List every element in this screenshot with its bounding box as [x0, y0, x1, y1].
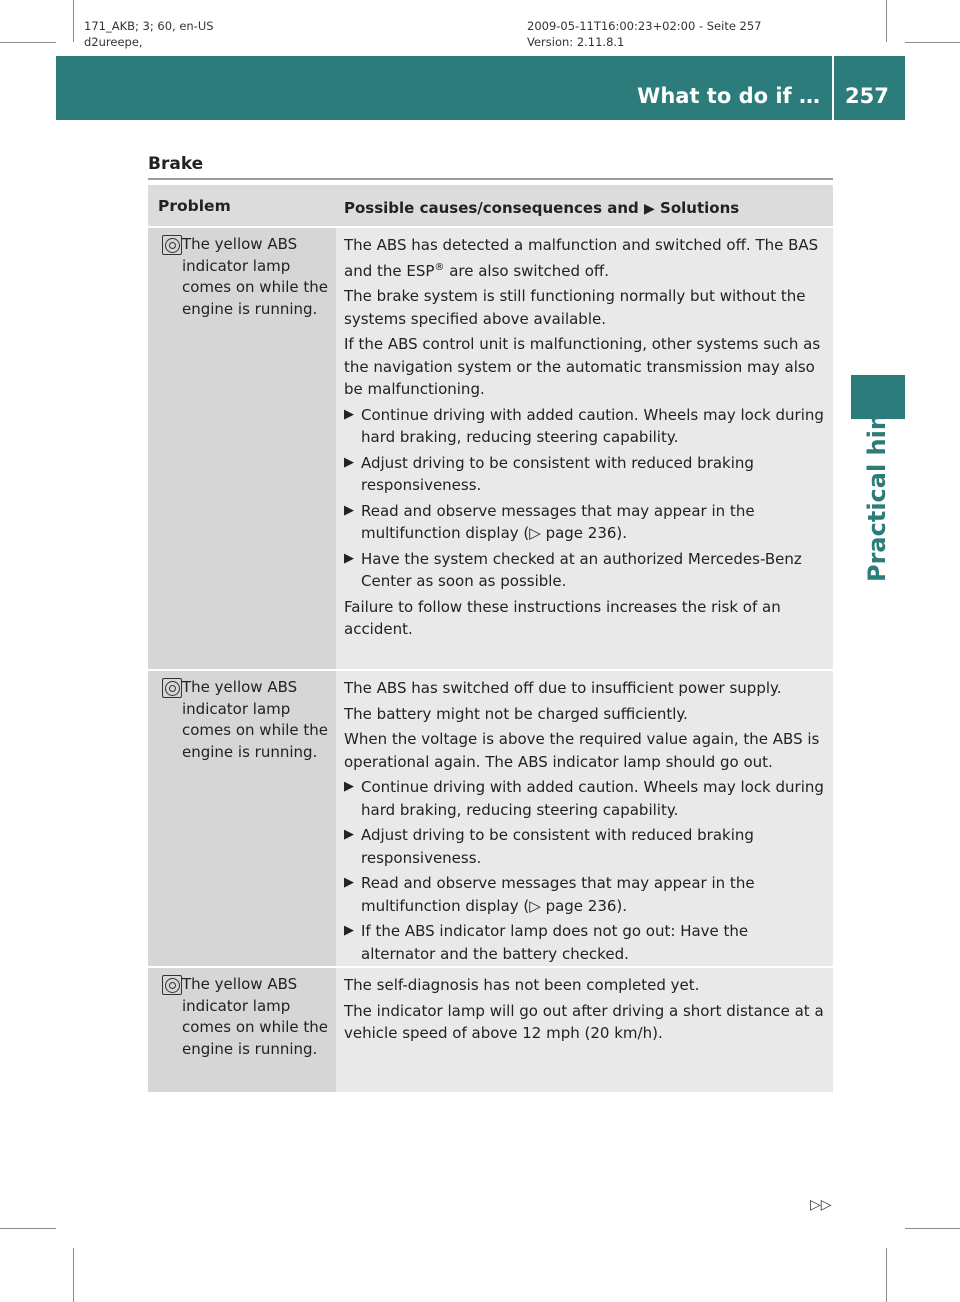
problem-text: The yellow ABS indicator lamp comes on while the engine is running. [182, 235, 329, 318]
action-arrow-icon: ▶ [344, 454, 354, 470]
crop-mark [886, 0, 887, 42]
table-header-row [148, 185, 833, 228]
cause-text: The brake system is still functioning normally but without the systems specified above available. [344, 287, 806, 328]
crop-mark [886, 1248, 887, 1302]
cause-text: When the voltage is above the required value again, the ABS is operational again. The ABS indicator lamp should go out. [344, 730, 820, 771]
page-number: 257 [845, 84, 889, 108]
action-arrow-icon: ▶ [344, 875, 354, 890]
action-arrow-icon: ▶ [344, 550, 354, 566]
brake-table [148, 185, 833, 1092]
action-arrow-icon: ▶ [344, 779, 354, 794]
header-solutions-cell [336, 185, 833, 226]
solution-step: ▶ Read and observe messages that may appear in the multifunction display (▷ page 236). [344, 872, 827, 917]
header-causes: Possible causes/consequences and [344, 199, 639, 217]
solution-step: ▶ If the ABS indicator lamp does not go out: Have the alternator and the battery checked. [344, 920, 827, 965]
section-title: Brake [148, 154, 204, 174]
solution-cell [336, 228, 833, 669]
action-arrow-icon: ▶ [344, 827, 354, 842]
cause-text: The indicator lamp will go out after driving a short distance at a vehicle speed of above 12 mph (20 km/h). [344, 1001, 824, 1042]
cause-text: The self-diagnosis has not been completed yet. [344, 976, 700, 994]
print-meta-version: Version: 2.11.8.1 [527, 35, 625, 49]
solution-step: ▶ Continue driving with added caution. Wheels may lock during hard braking, reducing steering capability. [344, 776, 827, 821]
problem-text: The yellow ABS indicator lamp comes on while the engine is running. [182, 975, 329, 1058]
solution-step: ▶ Continue driving with added caution. Wheels may lock during hard braking, reducing steering capability. [344, 404, 827, 449]
cause-text: The ABS has switched off due to insufficient power supply. [344, 679, 782, 697]
solution-step: ▶ Read and observe messages that may appear in the multifunction display (▷ page 236). [344, 500, 827, 545]
problem-text: The yellow ABS indicator lamp comes on while the engine is running. [182, 678, 329, 761]
header-separator [832, 56, 834, 120]
abs-warning-lamp-icon [162, 975, 182, 995]
cause-text: The ABS has detected a malfunction and switched off. The BAS and the ESP® are also switched off. [344, 236, 819, 280]
action-arrow-icon: ▶ [344, 502, 354, 518]
solution-step: ▶ Adjust driving to be consistent with reduced braking responsiveness. [344, 452, 827, 497]
header-solutions: Solutions [660, 199, 740, 217]
print-meta-right [527, 18, 762, 50]
crop-mark [73, 1248, 74, 1302]
section-rule [148, 178, 833, 180]
action-arrow-icon: ▶ [344, 406, 354, 422]
solution-step: ▶ Adjust driving to be consistent with reduced braking responsiveness. [344, 824, 827, 869]
cause-text: If the ABS control unit is malfunctioning, other systems such as the navigation system or the automatic transmission may also be malfunctioning. [344, 335, 821, 398]
continued-arrow-icon: ▷▷ [810, 1197, 832, 1213]
side-chapter-label-text: Practical hints [863, 387, 891, 582]
print-meta-job: 171_AKB; 3; 60, en-US [84, 19, 214, 33]
chapter-title: What to do if … [637, 84, 820, 108]
crop-mark [905, 1228, 960, 1229]
warning-text: Failure to follow these instructions increases the risk of an accident. [344, 597, 781, 638]
header-problem: Problem [158, 197, 231, 215]
header-problem-cell [148, 185, 336, 226]
solution-cell [336, 671, 833, 966]
table-row [148, 228, 833, 671]
crop-mark [73, 0, 74, 42]
abs-warning-lamp-icon [162, 235, 182, 255]
table-row [148, 671, 833, 968]
solution-step: ▶ Have the system checked at an authorized Mercedes-Benz Center as soon as possible. [344, 548, 827, 593]
crop-mark [905, 42, 960, 43]
print-meta-user: d2ureepe, [84, 35, 143, 49]
print-meta-timestamp: 2009-05-11T16:00:23+02:00 - Seite 257 [527, 19, 762, 33]
action-arrow-icon: ▶ [644, 201, 655, 217]
crop-mark [0, 42, 56, 43]
solution-cell [336, 968, 833, 1092]
action-arrow-icon: ▶ [344, 923, 354, 938]
abs-warning-lamp-icon [162, 678, 182, 698]
cause-text: The battery might not be charged sufficiently. [344, 704, 688, 723]
print-meta-left [84, 18, 214, 50]
crop-mark [0, 1228, 56, 1229]
table-row [148, 968, 833, 1092]
